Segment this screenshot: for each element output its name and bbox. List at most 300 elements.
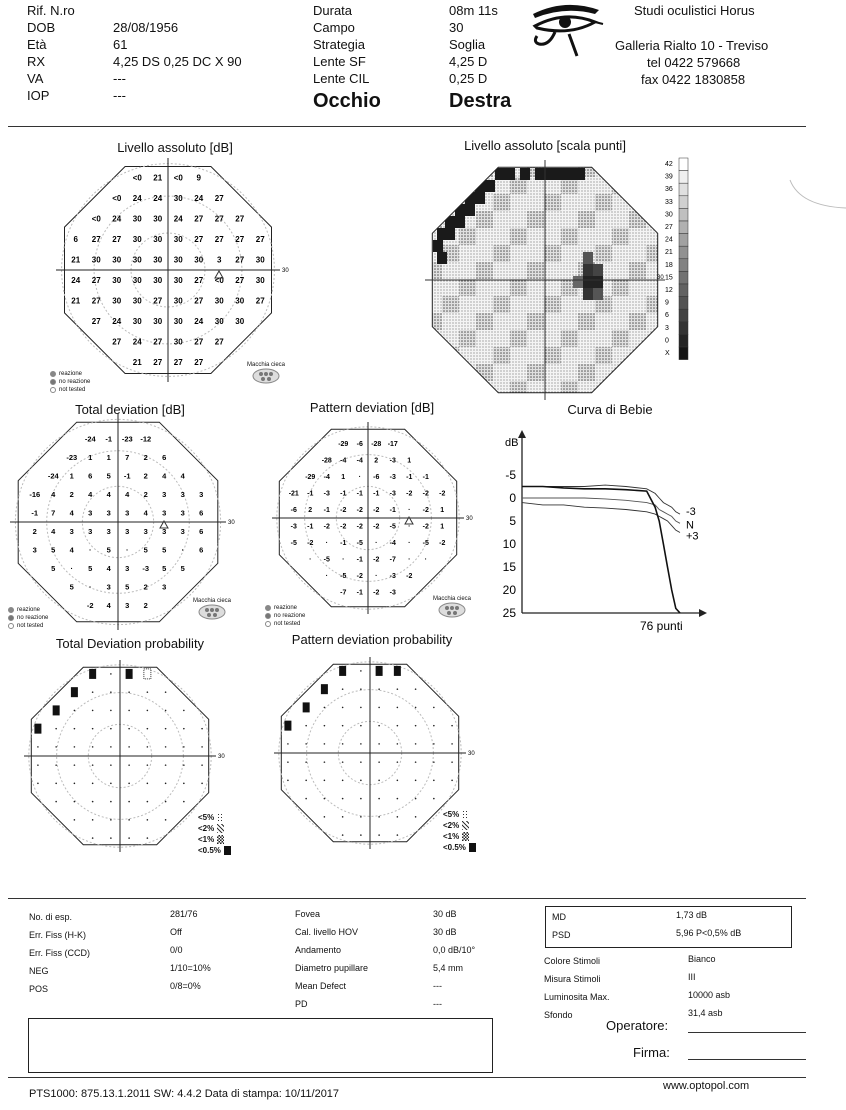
grid-value: -4: [356, 457, 363, 465]
prob-point: [147, 764, 149, 766]
gray-cell: [612, 228, 629, 245]
prob-point: [55, 728, 57, 730]
blind-spot-icon: [252, 368, 280, 384]
gray-cell: [629, 364, 646, 381]
grid-value: -1: [105, 434, 113, 444]
footer-left-value-1: Off: [170, 927, 182, 937]
abs-db-plot: [58, 160, 288, 390]
grid-value: 30: [235, 317, 245, 327]
prob-point: [183, 764, 185, 766]
grid-value: -3: [323, 490, 330, 498]
prob-point: [451, 761, 453, 763]
prob-point: [110, 801, 112, 803]
defect-cell: [565, 168, 575, 180]
prob-point: [324, 707, 326, 709]
prob-point: [305, 761, 307, 763]
footer-right-label-1: Misura Stimoli: [544, 974, 601, 984]
scale-swatch: [679, 334, 688, 347]
grid-value: 2: [374, 457, 379, 465]
prob-point: [324, 725, 326, 727]
gray-cell: [493, 347, 510, 364]
grid-value: 24: [112, 214, 122, 224]
grid-value: ·: [424, 556, 427, 564]
prob-point: [74, 728, 76, 730]
grid-value: -2: [406, 490, 413, 498]
grid-value: 30: [153, 255, 163, 265]
header-label-0: Rif. N.ro: [27, 3, 75, 18]
prob-point: [55, 783, 57, 785]
grid-value: 3: [162, 526, 167, 536]
grid-value: -2: [340, 507, 347, 515]
prob-point: [74, 783, 76, 785]
grid-value: -1: [389, 507, 396, 515]
gray-cell: [578, 313, 595, 330]
gray-cell: [544, 347, 561, 364]
grid-value: 1: [407, 457, 412, 465]
legend-label: no reazione: [59, 379, 91, 385]
legend-dot-icon: [50, 371, 56, 377]
legend-label: not tested: [274, 621, 301, 627]
grid-value: -17: [387, 441, 398, 449]
gray-cell: [544, 245, 561, 262]
prob-point: [397, 798, 399, 800]
website: www.optopol.com: [663, 1080, 750, 1092]
grid-value: -2: [373, 589, 380, 597]
scale-label: 21: [665, 249, 673, 257]
grid-value: 6: [199, 526, 204, 536]
grid-value: -7: [389, 556, 396, 564]
prob-legend-label: <0.5%: [443, 843, 466, 852]
grid-value: 30: [173, 296, 183, 306]
footer-mid-label-5: PD: [295, 999, 308, 1009]
exam-label-3: Lente SF: [313, 54, 366, 69]
prob-legend-label: <5%: [198, 813, 215, 822]
blind-spot-label: Macchia cieca: [246, 362, 285, 368]
bebie-series-2: [522, 503, 680, 533]
bebie-ylabel: dB: [505, 437, 519, 449]
legend-dot-icon: [8, 607, 14, 613]
prob-point: [128, 819, 130, 821]
prob-point: [110, 728, 112, 730]
psd-value: 5,96 P<0,5% dB: [676, 928, 742, 938]
grid-value: 3: [125, 563, 130, 573]
header-value-5: ---: [113, 88, 126, 103]
prob-point: [360, 816, 362, 818]
exam-value-1: 30: [449, 20, 464, 35]
prob-point: [147, 728, 149, 730]
clinic-address: Galleria Rialto 10 - Treviso: [615, 38, 769, 53]
footer-mid-label-0: Fovea: [295, 909, 321, 919]
grid-value: -24: [47, 471, 59, 481]
gray-cell: [459, 381, 476, 398]
grid-value: 7: [51, 508, 56, 518]
gray-cell: [561, 330, 578, 347]
grid-value: -4: [340, 457, 347, 465]
gray-cell: [459, 228, 476, 245]
prob-point: [147, 801, 149, 803]
gray-cell: [595, 347, 612, 364]
grid-value: 27: [235, 214, 245, 224]
grid-value: 27: [112, 337, 122, 347]
prob-point: [342, 707, 344, 709]
header-divider: [8, 126, 806, 127]
prob-point: [433, 743, 435, 745]
footer-divider: [8, 898, 806, 899]
header-value-2: 61: [113, 37, 128, 52]
grid-value: -16: [29, 489, 41, 499]
prob-point: [165, 691, 167, 693]
prob-point: [451, 725, 453, 727]
scale-swatch: [679, 297, 688, 310]
prob-point: [201, 746, 203, 748]
gray-cell: [493, 296, 510, 313]
legend-dot-icon: [50, 387, 56, 393]
prob-point: [74, 764, 76, 766]
pattern-prob-plot: [270, 655, 475, 855]
blind-spot-icon: [198, 604, 226, 620]
scale-swatch: [679, 234, 688, 247]
prob-point: [183, 746, 185, 748]
grid-value: 5: [106, 545, 111, 555]
grid-value: 30: [173, 255, 183, 265]
grid-value: ·: [408, 556, 411, 564]
bebie-ytick: -5: [505, 468, 516, 482]
grid-value: -2: [323, 523, 330, 531]
legend-dot-icon: [8, 615, 14, 621]
grid-value: 27: [153, 337, 163, 347]
grid-value: -6: [373, 474, 380, 482]
prob-point: [201, 764, 203, 766]
grid-value: 6: [199, 508, 204, 518]
gray-cell: [425, 160, 442, 177]
title-pattern-prob: Pattern deviation probability: [291, 632, 453, 647]
bebie-ytick: 10: [502, 537, 516, 551]
grid-value: ·: [408, 523, 411, 531]
prob-point: [360, 780, 362, 782]
grid-value: 3: [106, 582, 111, 592]
footer-left-value-3: 1/10=10%: [170, 963, 211, 973]
exam-value-3: 4,25 D: [449, 54, 488, 69]
prob-mark-check: [144, 669, 151, 679]
grid-value: -1: [123, 471, 131, 481]
grid-value: 5: [162, 563, 167, 573]
grid-value: -2: [356, 507, 363, 515]
scale-swatch: [679, 158, 688, 171]
grid-value: 5: [125, 582, 130, 592]
prob-mark-black: [284, 721, 291, 731]
prob-point: [92, 837, 94, 839]
grid-value: 24: [132, 194, 142, 204]
grid-value: -1: [31, 508, 39, 518]
prob-point: [433, 798, 435, 800]
prob-mark-black: [126, 669, 133, 679]
footer-mid-value-5: ---: [433, 999, 442, 1009]
clinic-tel: tel 0422 579668: [647, 55, 741, 70]
grid-value: 30: [91, 255, 101, 265]
prob-point: [360, 707, 362, 709]
grid-value: ·: [358, 474, 361, 482]
grid-value: -4: [323, 474, 330, 482]
prob-point: [360, 670, 362, 672]
patient-info-values: [113, 2, 313, 104]
grid-value: -5: [356, 540, 363, 548]
prob-point: [378, 743, 380, 745]
prob-point: [201, 728, 203, 730]
gray-cell: [595, 245, 612, 262]
blind-spot-icon: [438, 602, 466, 618]
exam-label-1: Campo: [313, 20, 355, 35]
grid-value: -4: [389, 540, 396, 548]
footer-right-value-3: 31,4 asb: [688, 1008, 723, 1018]
prob-point: [415, 816, 417, 818]
legend-dot-icon: [50, 379, 56, 385]
prob-point: [165, 746, 167, 748]
grid-value: 5: [180, 563, 185, 573]
scale-swatch: [679, 271, 688, 284]
grid-value: -1: [307, 490, 314, 498]
grid-value: 1: [440, 523, 445, 531]
md-label: MD: [552, 912, 566, 922]
grid-value: 27: [194, 235, 204, 245]
prob-point: [397, 688, 399, 690]
legend-label: reazione: [17, 607, 41, 613]
footer-right-value-0: Bianco: [688, 954, 716, 964]
header-label-3: RX: [27, 54, 46, 69]
gray-cell: [646, 194, 663, 211]
prob-point: [433, 761, 435, 763]
gray-cell: [646, 296, 663, 313]
grid-value: 2: [143, 471, 148, 481]
prob-swatch-icon: [462, 810, 469, 819]
prob-legend-label: <5%: [443, 810, 460, 819]
grid-value: 21: [71, 255, 81, 265]
grid-value: 27: [112, 235, 122, 245]
prob-point: [305, 798, 307, 800]
grid-value: 24: [153, 194, 163, 204]
exam-label-2: Strategia: [313, 37, 366, 52]
grid-value: -3: [389, 457, 396, 465]
signature-line[interactable]: [688, 1059, 806, 1060]
grid-value: 30: [132, 317, 142, 327]
prob-point: [74, 801, 76, 803]
prob-point: [92, 746, 94, 748]
grid-value: <0: [173, 173, 183, 183]
defect-cell: [555, 168, 565, 180]
grid-value: <0: [132, 173, 142, 183]
gray-cell: [459, 279, 476, 296]
grid-value: 3: [88, 526, 93, 536]
grid-value: 5: [51, 545, 56, 555]
header-value-1: 28/08/1956: [113, 20, 179, 35]
bebie-ytick: 20: [502, 583, 516, 597]
grid-value: 27: [194, 214, 204, 224]
grid-value: 3: [199, 489, 204, 499]
prob-point: [305, 780, 307, 782]
footer-right-values: [688, 950, 788, 1022]
prob-point: [342, 780, 344, 782]
grid-value: -2: [439, 490, 446, 498]
grid-value: -3: [389, 474, 396, 482]
footer-right-labels: [544, 952, 674, 1024]
scale-label: 6: [665, 312, 669, 320]
grid-value: 27: [173, 358, 183, 368]
prob-point: [110, 819, 112, 821]
scale-label: X: [665, 350, 670, 357]
total-prob-plot: [20, 658, 225, 858]
grid-value: -2: [356, 573, 363, 581]
grid-value: -2: [356, 523, 363, 531]
grid-value: 4: [106, 489, 111, 499]
prob-point: [360, 688, 362, 690]
prob-point: [183, 783, 185, 785]
prob-point: [397, 761, 399, 763]
grid-value: -2: [307, 540, 314, 548]
grid-value: 3: [162, 508, 167, 518]
scale-label: 24: [665, 236, 673, 244]
scale-swatch: [679, 259, 688, 272]
prob-point: [147, 819, 149, 821]
device-info: PTS1000: 875.13.1.2011 SW: 4.4.2 Data di stampa: 10/11/2017: [29, 1088, 340, 1100]
footer-mid-label-4: Mean Defect: [295, 981, 347, 991]
gray-cell: [425, 364, 442, 381]
grid-value: 27: [214, 194, 224, 204]
grid-value: 3: [180, 508, 185, 518]
prob-point: [433, 725, 435, 727]
gray-cell: [612, 279, 629, 296]
grid-value: ·: [375, 540, 378, 548]
grid-value: 27: [153, 296, 163, 306]
grid-value: 30: [214, 296, 224, 306]
scale-swatch: [679, 171, 688, 184]
gray-cell: [544, 194, 561, 211]
prob-point: [342, 798, 344, 800]
reaction-legend-2: [8, 606, 48, 630]
prob-point: [397, 743, 399, 745]
scale-swatch: [679, 196, 688, 209]
prob-point: [165, 819, 167, 821]
defect-cell: [445, 216, 455, 228]
legend-label: not tested: [59, 387, 86, 393]
grid-value: 9: [196, 173, 201, 183]
grid-value: 27: [214, 235, 224, 245]
prob-point: [55, 764, 57, 766]
notes-box[interactable]: [28, 1018, 493, 1073]
grid-value: 4: [51, 489, 56, 499]
footer-left-label-4: POS: [29, 984, 49, 994]
grid-value: 1: [440, 507, 445, 515]
prob-point: [433, 780, 435, 782]
title-total-dev: Total deviation [dB]: [75, 402, 185, 417]
grid-value: 27: [235, 235, 245, 245]
blind-spot-legend-1: [246, 362, 286, 389]
prob-point: [378, 834, 380, 836]
prob-legend-item: [443, 809, 476, 820]
prob-point: [128, 837, 130, 839]
scale-swatch: [679, 309, 688, 322]
blind-spot-label: Macchia cieca: [432, 596, 471, 602]
prob-mark-black: [321, 684, 328, 694]
grid-value: 2: [143, 452, 148, 462]
prob-point: [183, 710, 185, 712]
blind-spot-legend-3: [432, 596, 472, 623]
grid-value: 6: [199, 545, 204, 555]
eye-of-horus-logo: [525, 0, 605, 58]
header-value-0: [113, 2, 313, 19]
grid-value: 30: [173, 337, 183, 347]
prob-legend-item: [198, 834, 231, 845]
grid-value: 30: [153, 235, 163, 245]
footer-right-value-1: III: [688, 972, 696, 982]
footer-left-values: [170, 905, 280, 995]
prob-point: [342, 688, 344, 690]
prob-point: [415, 743, 417, 745]
legend-label: reazione: [59, 371, 83, 377]
x-arrow-icon: [699, 609, 707, 617]
prob-point: [324, 761, 326, 763]
grid-value: 6: [162, 452, 167, 462]
scale-label: 12: [665, 287, 673, 294]
grid-value: -3: [389, 573, 396, 581]
prob-legend-item: [198, 812, 231, 823]
bebie-curve-label: +3: [686, 530, 699, 543]
legend-dot-icon: [265, 613, 271, 619]
prob-point: [92, 819, 94, 821]
prob-point: [55, 801, 57, 803]
title-total-prob: Total Deviation probability: [55, 636, 205, 651]
footer-right-label-2: Luminosita Max.: [544, 992, 610, 1002]
grid-value: 21: [71, 296, 81, 306]
prob-point: [147, 710, 149, 712]
prob-point: [128, 783, 130, 785]
legend-label: no reazione: [17, 615, 49, 621]
prob-point: [110, 837, 112, 839]
grid-value: 1: [88, 452, 93, 462]
gray-cell: [476, 211, 493, 228]
prob-point: [324, 798, 326, 800]
gray-cell: [527, 211, 544, 228]
prob-legend-item: [443, 831, 476, 842]
prob-point: [110, 746, 112, 748]
grid-value: 27: [235, 276, 245, 286]
prob-point: [147, 783, 149, 785]
grid-value: -6: [356, 441, 363, 449]
legend-dot-icon: [8, 623, 14, 629]
prob-point: [342, 834, 344, 836]
grid-value: -29: [305, 474, 316, 482]
grid-value: -5: [290, 540, 297, 548]
grid-value: 3: [180, 526, 185, 536]
gray-cell: [629, 313, 646, 330]
prob-point: [165, 728, 167, 730]
legend-dot-icon: [265, 605, 271, 611]
grid-value: 3: [32, 545, 37, 555]
grid-value: 24: [194, 194, 204, 204]
prob-point: [360, 743, 362, 745]
prob-point: [92, 801, 94, 803]
grid-value: 24: [71, 276, 81, 286]
grid-value: ·: [89, 582, 92, 592]
grid-value: 27: [235, 255, 245, 265]
scale-label: 0: [665, 337, 669, 345]
gray-cell: [612, 381, 629, 398]
defect-cell: [505, 168, 515, 180]
prob-point: [287, 780, 289, 782]
operator-line[interactable]: [688, 1032, 806, 1033]
grid-value: -1: [323, 507, 330, 515]
grid-value: <0: [214, 276, 224, 286]
grid-value: 30: [153, 276, 163, 286]
grid-value: 6: [88, 471, 93, 481]
